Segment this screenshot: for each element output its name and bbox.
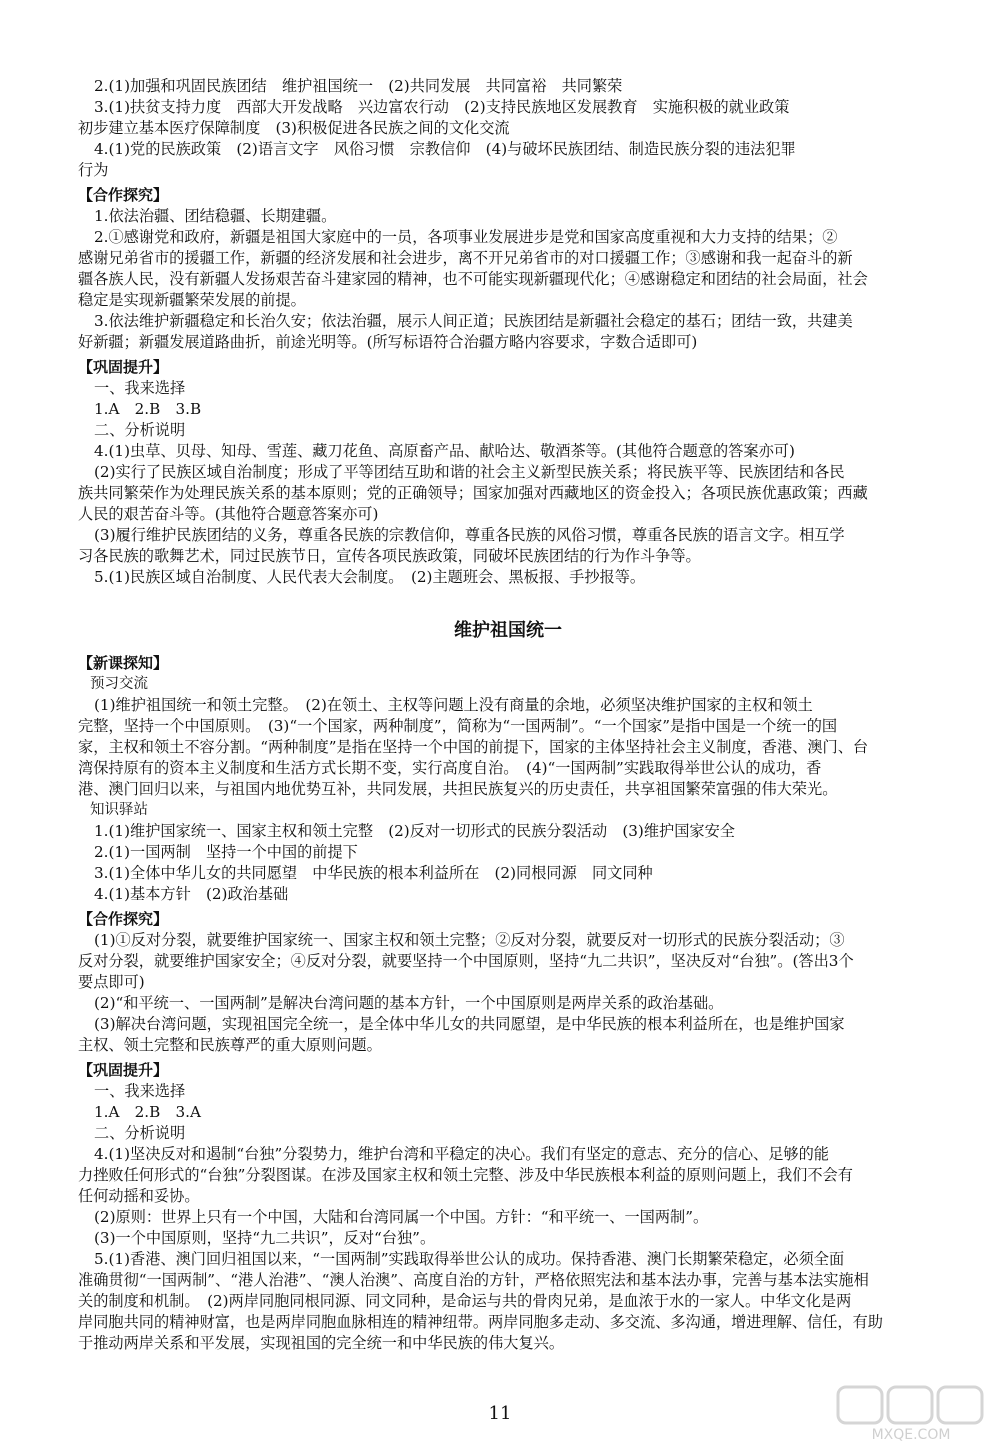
answer-line: (1)①反对分裂，就要维护国家统一、国家主权和领土完整；②反对分裂，就要反对一切形式的民族分裂活动；③ <box>94 931 845 949</box>
answer-line: 完整，坚持一个中国原则。 (3)“一个国家，两种制度”，简称为“一国两制”。“一个国家”是指中国是一个统一的国 <box>78 717 838 735</box>
answer-line: 岸同胞共同的精神财富，也是两岸同胞血脉相连的精神纽带。两岸同胞多走动、多交流、多沟通，增进理解、信任，有助 <box>78 1313 883 1331</box>
answer-line: 要点即可) <box>78 973 145 991</box>
section-heading: 【合作探究】 <box>78 186 169 204</box>
answer-line: (2)“和平统一、一国两制”是解决台湾问题的基本方针，一个中国原则是两岸关系的政治基础。 <box>94 994 724 1012</box>
answer-line: 准确贯彻“一国两制”、“港人治港”、“澳人治澳”、高度自治的方针，严格依照宪法和基本法办事，完善与基本法实施相 <box>78 1271 869 1289</box>
answer-line: 族共同繁荣作为处理民族关系的基本原则；党的正确领导；国家加强对西藏地区的资金投入；各项民族优惠政策；西藏 <box>78 484 868 502</box>
answer-line: 港、澳门回归以来，与祖国内地优势互补，共同发展，共担民族复兴的历史责任，共享祖国繁荣富强的伟大荣光。 <box>78 780 838 798</box>
answer-line: 1.依法治疆、团结稳疆、长期建疆。 <box>94 207 337 225</box>
answer-line: 1.A 2.B 3.A <box>94 1103 201 1121</box>
answer-line: (2)原则：世界上只有一个中国，大陆和台湾同属一个中国。方针：“和平统一、一国两制”。 <box>94 1208 709 1226</box>
answer-line: 主权、领土完整和民族尊严的重大原则问题。 <box>78 1036 382 1054</box>
answer-line: 任何动摇和妥协。 <box>78 1187 200 1205</box>
answer-line: 习各民族的歌舞艺术，同过民族节日，宣传各项民族政策，同破坏民族团结的行为作斗争等。 <box>78 547 701 565</box>
answer-line: 疆各族人民，没有新疆人发扬艰苦奋斗建家园的精神，也不可能实现新疆现代化；④感谢稳定和团结的社会局面，社会 <box>78 270 868 288</box>
answer-line: 一、我来选择 <box>94 379 186 397</box>
section-heading: 【巩固提升】 <box>78 358 169 376</box>
answer-line: 2.(1)加强和巩固民族团结 维护祖国统一 (2)共同发展 共同富裕 共同繁荣 <box>94 77 623 95</box>
answer-line: 力挫败任何形式的“台独”分裂图谋。在涉及国家主权和领土完整、涉及中华民族根本利益的原则问题上，我们不会有 <box>78 1166 853 1184</box>
section-heading: 【合作探究】 <box>78 910 169 928</box>
answer-line: 好新疆；新疆发展道路曲折，前途光明等。(所写标语符合治疆方略内容要求，字数合适即可) <box>78 333 698 351</box>
svg-text:MXQE.COM: MXQE.COM <box>871 1427 951 1443</box>
answer-line: 4.(1)党的民族政策 (2)语言文字 风俗习惯 宗教信仰 (4)与破坏民族团结、制造民族分裂的违法犯罪 <box>94 140 796 158</box>
section-heading: 【新课探知】 <box>78 654 169 672</box>
answer-line: 1.(1)维护国家统一、国家主权和领土完整 (2)反对一切形式的民族分裂活动 (3)维护国家安全 <box>94 822 735 840</box>
answer-line: 二、分析说明 <box>94 421 186 439</box>
subsection-heading: 预习交流 <box>90 676 148 692</box>
answer-line: (1)维护祖国统一和领土完整。 (2)在领土、主权等问题上没有商量的余地，必须坚决维护国家的主权和领土 <box>94 696 813 714</box>
answer-line: (2)实行了民族区域自治制度；形成了平等团结互助和谐的社会主义新型民族关系；将民族平等、民族团结和各民 <box>94 463 845 481</box>
answer-line: 3.依法维护新疆稳定和长治久安；依法治疆，展示人间正道；民族团结是新疆社会稳定的基石；团结一致，共建美 <box>94 312 853 330</box>
answer-line: 行为 <box>78 161 109 179</box>
answer-line: (3)履行维护民族团结的义务，尊重各民族的宗教信仰，尊重各民族的风俗习惯，尊重各民族的语言文字。相互学 <box>94 526 845 544</box>
section-title: 维护祖国统一 <box>454 620 562 641</box>
answer-line: 4.(1)虫草、贝母、知母、雪莲、藏刀花鱼、高原畜产品、献哈达、敬酒茶等。(其他符合题意的答案亦可) <box>94 442 795 460</box>
answer-line: 初步建立基本医疗保障制度 (3)积极促进各民族之间的文化交流 <box>78 119 510 137</box>
answer-line: 2.(1)一国两制 坚持一个中国的前提下 <box>94 843 358 861</box>
answer-line: 4.(1)坚决反对和遏制“台独”分裂势力，维护台湾和平稳定的决心。我们有坚定的意志、充分的信心、足够的能 <box>94 1145 829 1163</box>
answer-line: 3.(1)全体中华儿女的共同愿望 中华民族的根本利益所在 (2)同根同源 同文同种 <box>94 864 653 882</box>
answer-line: 二、分析说明 <box>94 1124 186 1142</box>
answer-line: 稳定是实现新疆繁荣发展的前提。 <box>78 291 306 309</box>
section-heading: 【巩固提升】 <box>78 1061 169 1079</box>
answer-line: 2.①感谢党和政府，新疆是祖国大家庭中的一员，各项事业发展进步是党和国家高度重视和大力支持的结果；② <box>94 228 838 246</box>
answer-page <box>78 76 938 1354</box>
answer-line: 3.(1)扶贫支持力度 西部大开发战略 兴边富农行动 (2)支持民族地区发展教育 实施积极的就业政策 <box>94 98 790 116</box>
answer-line: 5.(1)民族区域自治制度、人民代表大会制度。 (2)主题班会、黑板报、手抄报等。 <box>94 568 646 586</box>
answer-line: 感谢兄弟省市的援疆工作，新疆的经济发展和社会进步，离不开兄弟省市的对口援疆工作；③感谢和我一起奋斗的新 <box>78 249 853 267</box>
answer-line: 5.(1)香港、澳门回归祖国以来，“一国两制”实践取得举世公认的成功。保持香港、澳门长期繁荣稳定，必须全面 <box>94 1250 845 1268</box>
watermark-logo <box>836 1383 986 1443</box>
page-number: 11 <box>488 1403 512 1424</box>
answer-line: 家，主权和领土不容分割。“两种制度”是指在坚持一个中国的前提下，国家的主体坚持社会主义制度，香港、澳门、台 <box>78 738 869 756</box>
answer-line: 于推动两岸关系和平发展，实现祖国的完全统一和中华民族的伟大复兴。 <box>78 1334 564 1352</box>
answer-line: 人民的艰苦奋斗等。(其他符合题意答案亦可) <box>78 505 379 523</box>
subsection-heading: 知识驿站 <box>90 802 148 818</box>
answer-line: (3)一个中国原则，坚持“九二共识”，反对“台独”。 <box>94 1229 436 1247</box>
answer-line: 4.(1)基本方针 (2)政治基础 <box>94 885 289 903</box>
answer-line: 湾保持原有的资本主义制度和生活方式长期不变，实行高度自治。 (4)“一国两制”实践取得举世公认的成功，香 <box>78 759 822 777</box>
answer-line: 反对分裂，就要维护国家安全；④反对分裂，就要坚持一个中国原则，坚持“九二共识”，坚决反对“台独”。(答出3个 <box>78 952 854 970</box>
answer-line: 关的制度和机制。 (2)两岸同胞同根同源、同文同种，是命运与共的骨肉兄弟，是血浓于水的一家人。中华文化是两 <box>78 1292 852 1310</box>
answer-line: 一、我来选择 <box>94 1082 186 1100</box>
answer-line: (3)解决台湾问题，实现祖国完全统一，是全体中华儿女的共同愿望，是中华民族的根本利益所在，也是维护国家 <box>94 1015 845 1033</box>
answer-section-reunification <box>78 652 938 1354</box>
answer-section-national-unity <box>78 76 938 588</box>
answer-line: 1.A 2.B 3.B <box>94 400 202 418</box>
